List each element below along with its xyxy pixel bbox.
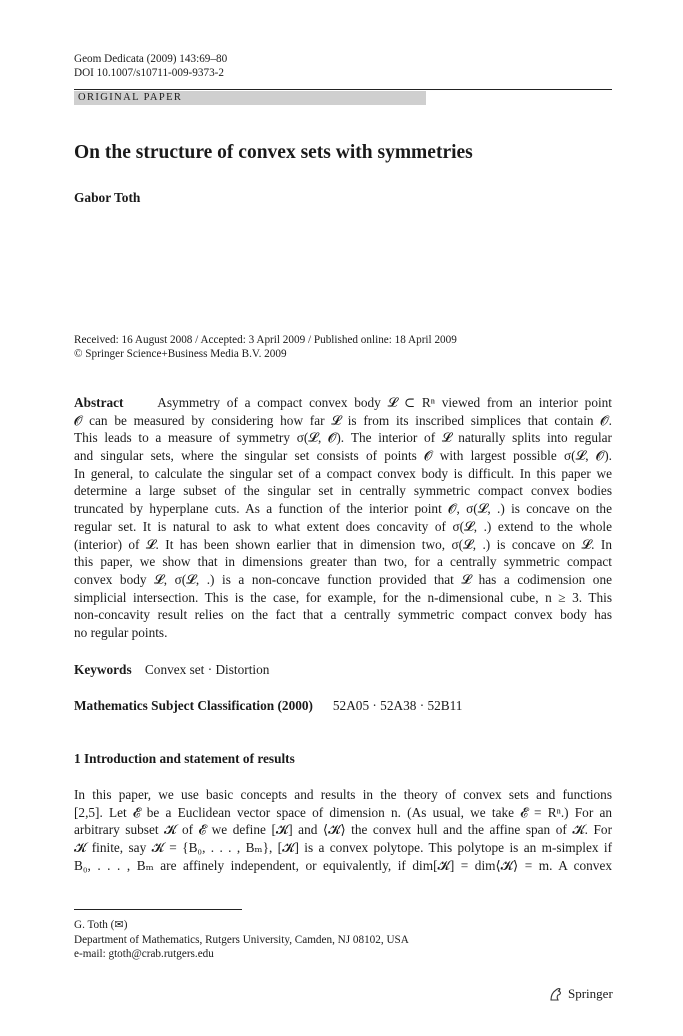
abstract-line: determine a large subset of the singular set in centrally symmetric compact convex bodies — [74, 483, 612, 499]
abstract-line: no regular points. — [74, 624, 168, 640]
journal-info — [74, 52, 227, 80]
paper-title: On the structure of convex sets with symmetries — [74, 142, 473, 163]
author-footnote — [74, 918, 409, 962]
abstract-line: truncated by hyperplane cuts. As a function of the interior point 𝓞, σ(𝓛, .) is concave on the — [74, 501, 612, 517]
intro-line: B₀, . . . , Bₘ are affinely independent, or equivalently, if dim[𝓚] = dim⟨𝓚⟩ = m. A convex — [74, 857, 612, 873]
abstract-line: Asymmetry of a compact convex body 𝓛 ⊂ Rⁿ viewed from an interior point — [157, 395, 613, 410]
abstract-line: non-concavity result relies on the fact that a centrally symmetric compact convex body has — [74, 607, 612, 623]
author-name: Gabor Toth — [74, 190, 141, 205]
journal-citation: Geom Dedicata (2009) 143:69–80 — [74, 53, 228, 65]
doi: DOI 10.1007/s10711-009-9373-2 — [74, 67, 224, 79]
abstract-line: and singular sets, where the singular set consists of points 𝓞 with largest possible σ(𝓛, 𝓞). — [74, 448, 612, 464]
footnote-author: G. Toth (✉) — [74, 919, 128, 931]
abstract-line: (interior) of 𝓛. It has been shown earlier that in dimension two, σ(𝓛, .) is concave on 𝓛. In — [74, 536, 612, 552]
footnote-rule — [74, 909, 242, 910]
footnote-email[interactable]: e-mail: gtoth@crab.rutgers.edu — [74, 948, 214, 960]
intro-line: 𝓚 finite, say 𝓚 = {B₀, . . . , Bₘ}, [𝓚] is a convex polytope. This polytope is an m-simplex if — [74, 840, 612, 856]
header-rule — [74, 89, 612, 90]
copyright: © Springer Science+Business Media B.V. 2009 — [74, 348, 287, 360]
received-dates: Received: 16 August 2008 / Accepted: 3 April 2009 / Published online: 18 April 2009 — [74, 334, 457, 346]
abstract-line: convex body 𝓛, σ(𝓛, .) is a non-concave function provided that 𝓛 has a codimension one — [74, 571, 612, 587]
keywords-label: Keywords — [74, 662, 132, 677]
intro-line: arbitrary subset 𝓚 of 𝓔 we define [𝓚] and ⟨𝓚⟩ the convex hull and the affine span of 𝓚. For — [74, 822, 612, 838]
publication-dates — [74, 333, 457, 361]
abstract-label: Abstract — [74, 395, 124, 410]
intro-paragraph — [74, 786, 612, 874]
paper-type-banner: ORIGINAL PAPER — [74, 91, 426, 105]
keywords — [74, 662, 269, 678]
footnote-affiliation: Department of Mathematics, Rutgers University, Camden, NJ 08102, USA — [74, 933, 409, 946]
publisher-logo — [548, 986, 613, 1002]
msc-label: Mathematics Subject Classification (2000) — [74, 698, 313, 713]
publisher-name: Springer — [568, 986, 613, 1001]
msc-classification — [74, 698, 462, 714]
abstract-line: This leads to a measure of symmetry σ(𝓛, 𝓞). The interior of 𝓛 naturally splits into regular — [74, 430, 612, 446]
abstract-line: In general, to calculate the singular set of a compact convex body is difficult. In this paper we — [74, 465, 612, 481]
abstract-line: regular set. It is natural to ask to what extent does concavity of σ(𝓛, .) extend to the whole — [74, 518, 612, 534]
msc-value: 52A05 · 52A38 · 52B11 — [332, 698, 463, 713]
keywords-value: Convex set · Distortion — [144, 662, 270, 677]
abstract-line: 𝓞 can be measured by considering how far 𝓛 is from its inscribed simplices that contain 𝓞. — [74, 412, 612, 428]
springer-horse-icon — [548, 986, 564, 1002]
intro-line: In this paper, we use basic concepts and results in the theory of convex sets and functions — [74, 787, 612, 802]
intro-line: [2,5]. Let 𝓔 be a Euclidean vector space of dimension n. (As usual, we take 𝓔 = Rⁿ.) For an — [74, 804, 612, 820]
abstract — [74, 394, 612, 642]
abstract-line: this paper, we show that in dimensions greater than two, for a centrally symmetric compact — [74, 554, 612, 570]
section-heading: 1 Introduction and statement of results — [74, 751, 295, 766]
abstract-line: simplicial intersection. This is the case, for example, for the n-dimensional cube, n ≥ 3. This — [74, 589, 612, 605]
